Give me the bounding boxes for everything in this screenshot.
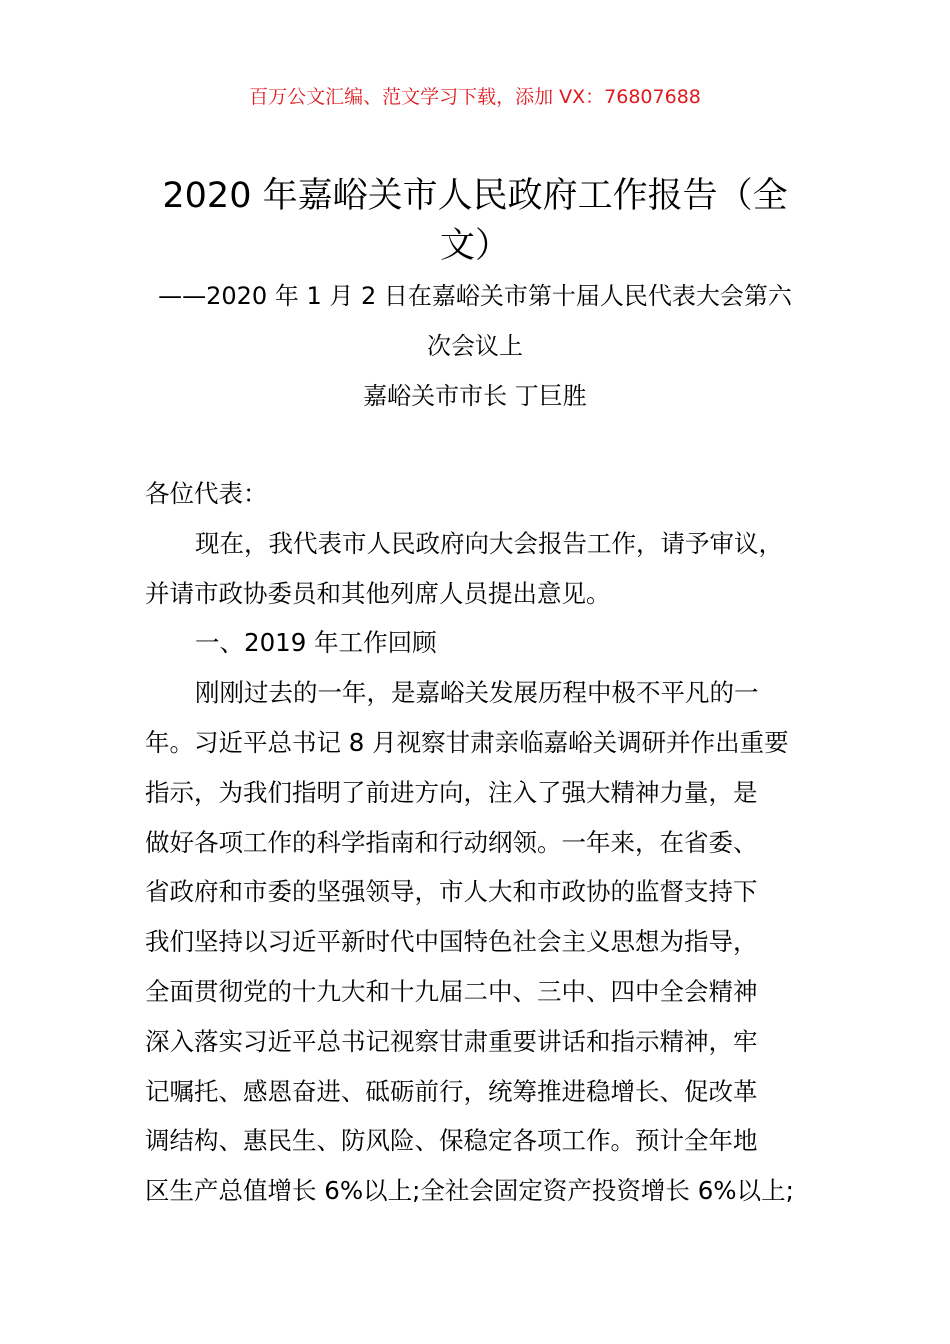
body-line: 刚刚过去的一年，是嘉峪关发展历程中极不平凡的一: [195, 678, 759, 708]
body-line: 各位代表：: [145, 479, 268, 508]
body-line: 我们坚持以习近平新时代中国特色社会主义思想为指导，: [145, 927, 758, 957]
document-title-line-2: 文）: [439, 226, 510, 266]
body-line: 深入落实习近平总书记视察甘肃重要讲话和指示精神，牢: [145, 1026, 758, 1056]
body-line: 一、2019 年工作回顾: [195, 628, 437, 658]
subtitle-line-2: 次会议上: [427, 332, 523, 360]
document-title-line-1: 2020 年嘉峪关市人民政府工作报告（全: [162, 176, 788, 216]
body-line: 记嘱托、感恩奋进、砥砺前行，统筹推进稳增长、促改革: [145, 1076, 758, 1106]
body-line: 现在，我代表市人民政府向大会报告工作，请予审议，: [195, 528, 783, 558]
body-line: 指示，为我们指明了前进方向，注入了强大精神力量，是: [145, 777, 758, 807]
watermark-header: 百万公文汇编、范文学习下载，添加 VX：76807688: [249, 86, 701, 108]
author-line: 嘉峪关市市长 丁巨胜: [363, 382, 587, 410]
body-line: 省政府和市委的坚强领导，市人大和市政协的监督支持下: [145, 877, 758, 907]
document-body: [145, 469, 845, 1216]
body-line: 全面贯彻党的十九大和十九届二中、三中、四中全会精神: [145, 976, 758, 1006]
body-line: 调结构、惠民生、防风险、保稳定各项工作。预计全年地: [145, 1126, 758, 1156]
subtitle-line-1: ——2020 年 1 月 2 日在嘉峪关市第十届人民代表大会第六: [158, 282, 792, 310]
body-line: 并请市政协委员和其他列席人员提出意见。: [145, 578, 611, 608]
body-line: 年。习近平总书记 8 月视察甘肃亲临嘉峪关调研并作出重要: [145, 727, 789, 757]
body-line: 做好各项工作的科学指南和行动纲领。一年来，在省委、: [145, 827, 758, 857]
body-line: 区生产总值增长 6%以上;全社会固定资产投资增长 6%以上;: [145, 1176, 794, 1206]
